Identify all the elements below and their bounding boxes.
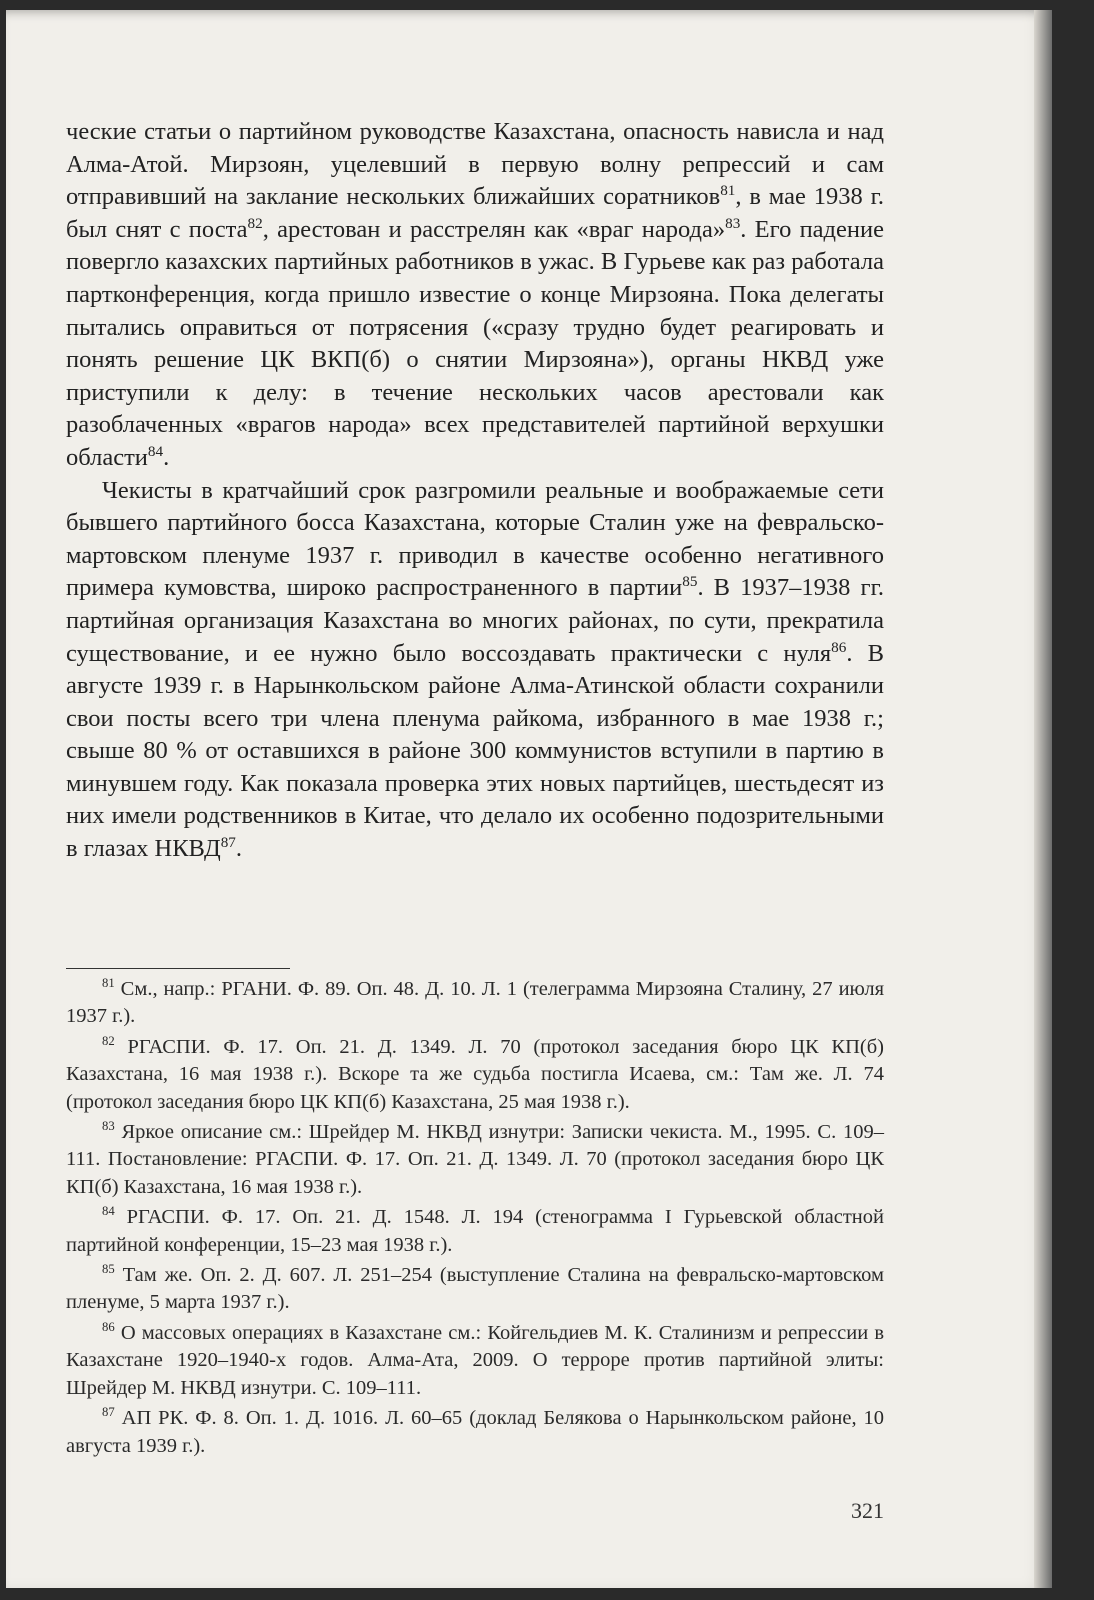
main-text [66, 116, 884, 866]
footnote-82: $^{82}$ РГАСПИ. Ф. 17. Оп. 21. Д. 1349. Л. 70 (протокол заседания бюро ЦК КП(б) Казахстана, 16 мая 1938 г.). Вскоре та же судьба постигла Исаева, см.: Там же. Л. 74 (протокол заседания бюро ЦК КП(б) Казахстана, 25 мая 1938 г.). [66, 1033, 884, 1113]
footnote-separator [66, 968, 290, 969]
book-page [6, 10, 1052, 1588]
paragraph-1: ческие статьи о партийном руководстве Казахстана, опасность нависла и над Алма-Атой. Мирзоян, уцелевший в первую волну репрессий и сам отправивший на заклание нескольких ближайших соратников$^{81}$, в мае 1938 г. был снят с поста$^{82}$, арестован и расстрелян как «враг народа»$^{83}$. Его падение повергло казахских партийных работников в ужас. В Гурьеве как раз работала партконференция, когда пришло известие о конце Мирзояна. Пока делегаты пытались оправиться от потрясения («сразу трудно будет реагировать и понять решение ЦК ВКП(б) о снятии Мирзояна»), органы НКВД уже приступили к делу: в течение нескольких часов арестовали как разоблаченных «врагов народа» всех представителей партийной верхушки области$^{84}$. [66, 118, 884, 471]
footnote-81: $^{81}$ См., напр.: РГАНИ. Ф. 89. Оп. 48. Д. 10. Л. 1 (телеграмма Мирзояна Сталину, 27 июля 1937 г.). [66, 976, 885, 1028]
footnote-ref-83: 83 [725, 214, 741, 232]
footnote-ref-84: 84 [147, 442, 164, 460]
page-spine-shadow [1034, 10, 1052, 1588]
footnote-87: $^{87}$ АП РК. Ф. 8. Оп. 1. Д. 1016. Л. 60–65 (доклад Белякова о Нарынкольском районе, 10 августа 1939 г.). [66, 1405, 885, 1457]
paragraph-2: Чекисты в кратчайший срок разгромили реальные и воображаемые сети бывшего партийного босса Казахстана, которые Сталин уже на февральско-мартовском пленуме 1937 г. приводил в качестве особенно негативного примера кумовства, широко распространенного в партии$^{85}$. В 1937–1938 гг. партийная организация Казахстана во многих районах, по сути, прекратила существование, и ее нужно было воссоздавать практически с нуля$^{86}$. В августе 1939 г. в Нарынкольском районе Алма-Атинской области сохранили свои посты всего три члена пленума райкома, избранного в мае 1938 г.; свыше 80 % от оставшихся в районе 300 коммунистов вступили в партию в минувшем году. Как показала проверка этих новых партийцев, шестьдесят из них имели родственников в Китае, что делало их особенно подозрительными в глазах НКВД$^{87}$. [66, 476, 884, 863]
footnote-86: $^{86}$ О массовых операциях в Казахстане см.: Койгельдиев М. К. Сталинизм и репрессии в Казахстане 1920–1940-х годов. Алма-Ата, 2009. О терроре против партийной элиты: Шрейдер М. НКВД изнутри. С. 109–111. [66, 1320, 885, 1399]
page-number: 321 [851, 1498, 884, 1523]
footnotes [66, 976, 884, 1463]
footnote-ref-86: 86 [831, 638, 847, 656]
footnote-83: $^{83}$ Яркое описание см.: Шрейдер М. НКВД изнутри: Записки чекиста. М., 1995. С. 109–111. Постановление: РГАСПИ. Ф. 17. Оп. 21. Д. 1349. Л. 70 (протокол заседания бюро ЦК КП(б) Казахстана, 16 мая 1938 г.). [66, 1119, 884, 1198]
footnote-ref-82: 82 [247, 214, 263, 232]
footnote-84: $^{84}$ РГАСПИ. Ф. 17. Оп. 21. Д. 1548. Л. 194 (стенограмма I Гурьевской областной партийной конференции, 15–23 мая 1938 г.). [66, 1204, 884, 1256]
footnote-ref-87: 87 [220, 833, 236, 851]
footnote-ref-81: 81 [720, 182, 736, 200]
footnote-ref-85: 85 [682, 573, 698, 591]
footnote-85: $^{85}$ Там же. Оп. 2. Д. 607. Л. 251–254 (выступление Сталина на февральско-мартовском пленуме, 5 марта 1937 г.). [66, 1262, 884, 1314]
